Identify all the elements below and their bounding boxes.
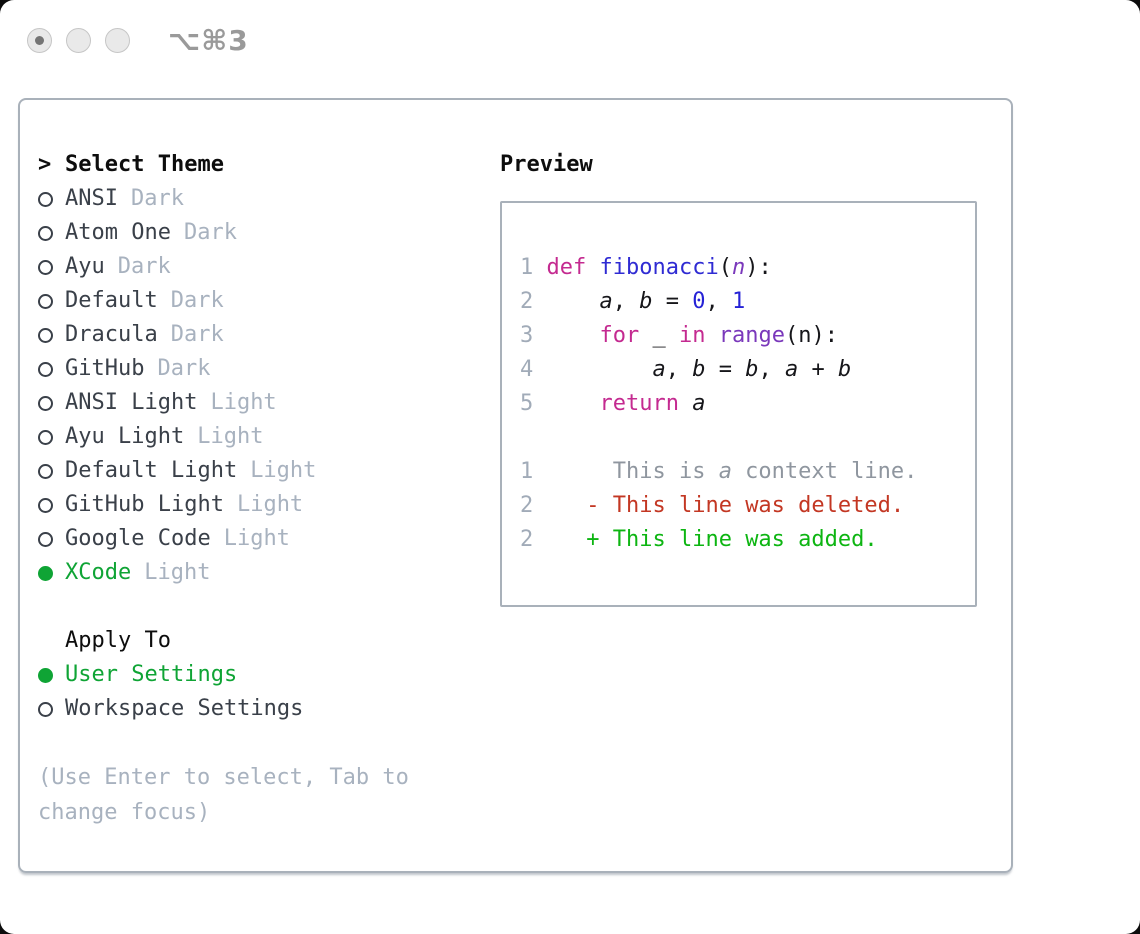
select-theme-header [38,148,500,182]
window-titlebar [27,24,249,57]
code-token: 1 [731,289,746,314]
code-token: a [652,357,666,382]
icon-column [38,226,65,241]
radio-icon [38,702,53,717]
icon-column [38,566,65,581]
apply-option-workspace-settings[interactable] [38,692,500,726]
code-token: = [705,357,746,382]
variant-tag: Light [197,424,264,449]
preview-box [500,201,977,607]
code-token: - This line was deleted. [586,493,905,518]
code-token: for [599,323,640,348]
variant-tag: Dark [117,254,171,279]
variant-tag: Light [223,526,290,551]
theme-option-atom-one[interactable] [38,216,500,250]
active-dot-icon [35,36,44,45]
code-token: range [718,323,785,348]
option-label: Google Code [65,526,211,551]
diff-line [520,489,959,523]
radio-icon [38,226,53,241]
radio-icon [38,294,53,309]
option-label: Atom One [65,220,171,245]
option-label: Workspace Settings [65,696,304,721]
code-token: b [745,357,759,382]
apply-option-user-settings[interactable] [38,658,500,692]
code-token [586,255,599,280]
preview-column [500,148,985,871]
code-token: in [678,323,706,348]
option-label: User Settings [65,662,238,687]
code-line [520,285,959,319]
code-token: def [546,255,587,280]
code-token: b [692,357,706,382]
code-token: fibonacci [599,255,719,280]
code-token: a [692,391,706,416]
code-token: (n): [784,323,838,348]
variant-tag: Light [250,458,317,483]
theme-selector-panel [18,98,1013,873]
theme-option-github[interactable] [38,352,500,386]
code-token: = [652,289,693,314]
theme-option-xcode[interactable] [38,556,500,590]
radio-icon [38,328,53,343]
option-label: ANSI [65,186,118,211]
keyboard-shortcut-label: ⌥⌘3 [168,24,249,57]
line-number: 1 [520,459,547,484]
code-line [520,387,959,421]
theme-option-google-code[interactable] [38,522,500,556]
preview-title: Preview [500,152,593,177]
variant-tag: Dark [157,356,211,381]
icon-column [38,362,65,377]
code-token: context line. [731,459,918,484]
spacer [520,421,959,455]
code-token [547,527,587,552]
line-number: 1 [520,255,547,280]
code-token: , [612,289,640,314]
variant-tag: Dark [170,288,224,313]
minimize-button[interactable] [66,28,91,53]
code-token [547,391,600,416]
code-token: This is [546,459,719,484]
code-line [520,353,959,387]
radio-selected-icon [38,566,53,581]
radio-icon [38,464,53,479]
variant-tag: Dark [183,220,237,245]
variant-tag: Light [144,560,211,585]
code-token: a [599,289,613,314]
theme-list-column [38,148,500,871]
code-token: b [837,357,852,382]
code-line [520,319,959,353]
theme-option-default-light[interactable] [38,454,500,488]
option-label: GitHub Light [65,492,224,517]
diff-line [520,455,959,489]
code-token [547,323,600,348]
icon-column [38,464,65,479]
code-token: + [798,357,838,382]
spacer [38,590,500,624]
code-token: , [705,289,732,314]
radio-selected-icon [38,668,53,683]
code-token [547,289,600,314]
radio-icon [38,260,53,275]
variant-tag: Light [210,390,277,415]
line-number: 3 [520,323,547,348]
icon-column [38,532,65,547]
code-token: + This line was added. [586,527,878,552]
code-token: , [665,357,693,382]
code-token: n [731,255,746,280]
icon-column [38,192,65,207]
zoom-button[interactable] [105,28,130,53]
option-label: Ayu Light [65,424,185,449]
option-label: Dracula [65,322,158,347]
apply-to-list [38,658,500,726]
theme-option-dracula[interactable] [38,318,500,352]
line-number: 2 [520,527,547,552]
line-number: 5 [520,391,547,416]
option-label: GitHub [65,356,145,381]
icon-column [38,294,65,309]
code-preview [520,251,959,421]
close-button[interactable] [27,28,52,53]
radio-icon [38,430,53,445]
code-token [547,357,653,382]
diff-preview [520,455,959,557]
theme-option-github-light[interactable] [38,488,500,522]
variant-tag: Dark [130,186,184,211]
radio-icon [38,532,53,547]
code-token [705,323,718,348]
code-token: a [784,357,799,382]
select-theme-title: Select Theme [65,152,224,177]
line-number: 2 [520,493,547,518]
code-token: a [718,459,732,484]
theme-option-default[interactable] [38,284,500,318]
help-text: (Use Enter to select, Tab to change focus) [38,765,409,825]
option-label: Default [65,288,158,313]
icon-column [38,498,65,513]
window-controls [27,28,144,53]
radio-icon [38,498,53,513]
variant-tag: Light [236,492,304,517]
theme-option-ansi[interactable] [38,182,500,216]
code-token: return [599,391,679,416]
code-token: b [639,289,653,314]
code-line [520,251,959,285]
code-token: 0 [692,289,706,314]
icon-column [38,430,65,445]
code-token [679,391,692,416]
theme-option-ansi-light[interactable] [38,386,500,420]
icon-column [38,702,65,717]
icon-column [38,328,65,343]
theme-option-ayu-light[interactable] [38,420,500,454]
radio-icon [38,396,53,411]
apply-to-title: Apply To [65,628,171,653]
line-number: 4 [520,357,547,382]
theme-list [38,182,500,590]
option-label: ANSI Light [65,390,198,415]
cursor-prompt-icon: > [38,152,52,177]
code-token: ( [718,255,732,280]
code-token: , [758,357,785,382]
option-label: Default Light [65,458,238,483]
diff-line [520,523,959,557]
radio-icon [38,192,53,207]
radio-icon [38,362,53,377]
icon-column [38,396,65,411]
icon-column [38,668,65,683]
option-label: XCode [65,560,132,585]
code-token: _ [639,323,679,348]
icon-column [38,260,65,275]
code-token [547,493,587,518]
theme-option-ayu[interactable] [38,250,500,284]
variant-tag: Dark [170,322,224,347]
code-token: ): [745,255,772,280]
line-number: 2 [520,289,547,314]
option-label: Ayu [65,254,105,279]
